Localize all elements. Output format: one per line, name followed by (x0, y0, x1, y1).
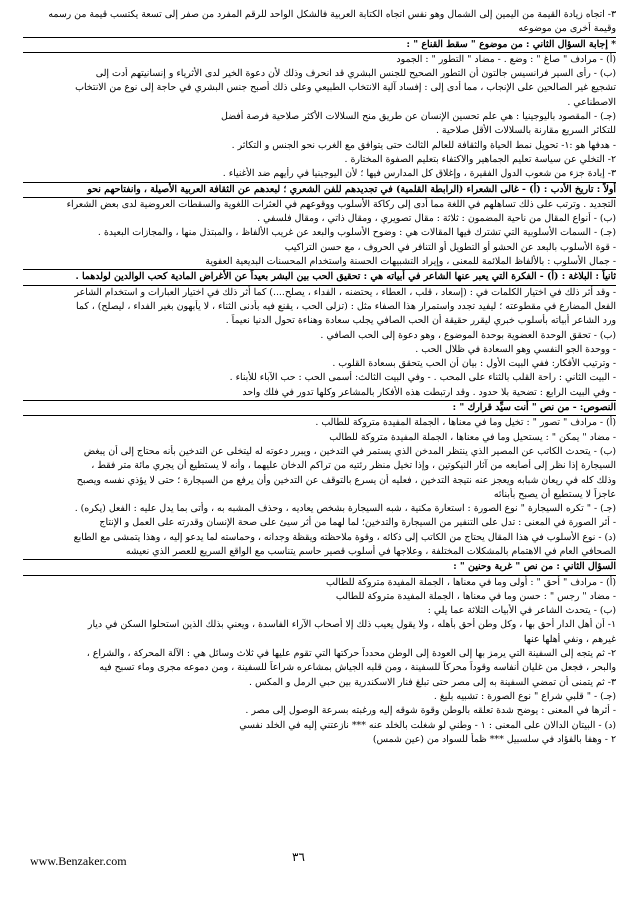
text-line: - أثرها في المعنى : يوضح شدة تعلقه بالوطن وقوة شوقه إليه ورغبته بسرعة الوصول إلى مصر . (245, 705, 616, 717)
text-line: - وترتيب الأفكار: ففي البيت الأول : بيان أن الحب يتحقق بسعادة القلوب . (332, 358, 616, 370)
text-line: للتكاثر السريع مقارنة بالسلالات الأقل صلاحية . (435, 125, 616, 137)
text-line: (أ) - مرادف " صاغ " : وضع . - مضاد " التطور " : الجمود (396, 53, 616, 65)
text-line: - ووحدة الجو النفسي وهو السعادة في ظلال الحب . (415, 343, 616, 355)
text-line: (جـ) - السمات الأسلوبية التي تشترك فيها المقالات هي : وضوح الأسلوب والبعد عن غريب الألفاظ ، والمبتذل منها ، والمجازات البعيدة . (97, 227, 616, 239)
text-line: (أ) - مرادف " تصور " : تخيل وما في معناها ، الجملة المفيدة متروكة للطالب . (315, 417, 616, 429)
text-line: ١- أن أهل الدار أحق بها ، وكل وطن أحق بأهله ، ولا يقول يعيب ذلك إلا أصحاب الآراء الفاسدة ، ويعني بذلك الذين استحلوا السكن في ديار (87, 619, 616, 631)
text-line: تشجيع غير الصالحين على الإنجاب ، مما أدى إلى : إفساد آلية الانتخاب الطبيعي وعلى ذلك أصبح جنس البشري في حاجة إلى نوع من الانتخاب (75, 82, 616, 94)
rhetoric-block (23, 269, 616, 400)
text-line: (ب) - يتحدث الشاعر في الأبيات الثلاثة عما يلي : (427, 605, 616, 617)
section-header: * إجابة السؤال الثاني : من موضوع " سقط القناع " : (23, 37, 616, 53)
text-line: - وقد أثر ذلك في اختيار الكلمات في : (إسعاد ، قلب ، العطاء ، يحتضنه ، الفداء ، يصلح....) كما أثر ذلك في اختيار العبارات و استخدام الشاعر (74, 286, 616, 298)
texts-block (23, 400, 616, 559)
text-line: (د) - نوع الأسلوب في هذا المقال يحتاج من الكاتب إلى ذكائه ، وقوة ملاحظته ويقظة وجدانه ، وحماسته لما يدعو إليه ، وهذا يتمشى مع الطابع (73, 531, 616, 543)
section-header: أولاً : تاريخ الأدب : (أ) - غالى الشعراء (الرابطة القلمية) في تجديدهم للفن الشعري ؛ لبعدهم عن الثقافة العربية الأصيلة ، وانفتاحهم نحو (23, 182, 616, 198)
text-line: - جمال الأسلوب : بالألفاظ الملائمة للمعنى ، وإيراد التشبيهات الحسنة واستخدام المحسنات البديعية العفوية (205, 256, 616, 268)
text-line: الصحافي العام في الاهتمام بالمشكلات المختلفة ، وعلاجها في أسلوب قصير حاسم يتناسب مع الواقع السريع للعصر الذي نعيشه (125, 545, 616, 557)
text-line: الفعل المضارع في مقطوعته ؛ ليفيد تجدد واستمرار هذا الصفاء مثل : (تزلى الحب ، يقنع فيه بأدنى الثناء ، لا يأبهون بغير الفداء ، ليصلح) ، كما (76, 300, 616, 312)
text-line: (ب) - يتحدث الكاتب عن المصير الذي ينتظر المدخن الذي يستمر في التدخين ، ويبرر دعوته له ليتخلى عن التدخين بأنه محتاج إلى أن يبغض (83, 445, 616, 457)
text-line: - أثر الصورة في المعنى : تدل على التنفير من السيجارة والتدخين؛ لما لهما من أثر سيئ على صحة الإنسان وقدرته على العمل و الإنتاج (99, 517, 616, 529)
text-line: - مضاد " رجس " : حسن وما في معناها ، الجملة المفيدة متروكة للطالب (335, 590, 616, 602)
text-line: (ب) - تحقق الوحدة العضوية بوحدة الموضوع ، وهو دعوة إلى الحب الصافي . (320, 329, 616, 341)
text-line: عاجزاً لا يستطيع أن يصبح بأبنائه (493, 488, 616, 500)
text-line: (د) - البيتان الدالان على المعنى : ١ - وطني لو شغلت بالخلد عنه *** نازعتني إليه في الخلد نفسي (239, 719, 616, 731)
page-number: ٣٦ (292, 850, 305, 864)
text-line: ٢ - وهفا بالفؤاد في سلسبيل *** ظمأ للسواد من (عين شمس) (372, 733, 616, 745)
section-header: النصوص: - من نص " أنت سيِّد قرارك " : (23, 400, 616, 416)
text-line: ٢- التخلي عن سياسة تعليم الجماهير والاكتفاء بتعليم الصفوة المختارة . (344, 153, 616, 165)
text-line: (ب) - أنواع المقال من ناحية المضمون : ثلاثة : مقال تصويري ، ومقال ذاتي ، ومقال فلسفي . (257, 213, 616, 225)
answer-q2-block (23, 37, 616, 182)
text-line: - مضاد " يمكن " : يستحيل وما في معناها ، الجملة المفيدة متروكة للطالب (329, 431, 616, 443)
footer-website: www.Benzaker.com (30, 854, 127, 868)
text-line: ٢- ثم يتجه إلى السفينة التي يرمز بها إلى العودة إلى الوطن محدداً حركتها التي تقوم عليها في ثلاث وسائل هي : الآلة المحركة ، والشراع ، (86, 648, 616, 660)
text-line: - هدفها هو :١- تحويل نمط الحياة والثقافة للعالم الثالث حتى يتوافق مع الغرب نحو الجنس و التكاثر . (231, 139, 616, 151)
text-line: والبحر ، فجعل من غليان أنفاسه وقوداً محركاً للسفينة ، ومن قلبه الجياش بمشاعره شراعاً للسفينة ، ومن دموعه مجرى وماء تسبح فيه (99, 662, 616, 674)
text-line: - البيت الثاني : راحة القلب بالثناء على المحب . - وفي البيت الثالث: أسمى الحب : حب الآباء للأبناء . (229, 372, 616, 384)
intro-line: وقيمة أخرى من موضوعه (518, 23, 616, 35)
text-line: ورد الشاعر أبياته بأسلوب خبري ليقرر حقيقة أن الحب الصافي يجلب سعادة وهناءة تحول الدنيا نعيماً . (225, 315, 616, 327)
literature-history-block (23, 182, 616, 270)
text-line: الاصطناعي . (567, 96, 616, 108)
intro-block (23, 8, 616, 37)
text-line: غيرهم ، ونفي أهلها عنها (523, 633, 616, 645)
text-line: وذلك كله في ريعان شبابه ويعجز عنه نتيجة التدخين ، فعليه أن يسرع بالتوقف عن التدخين وأن يرفع من السيجارة ؛ حتى لا يؤذي نفسه ويصبح (76, 474, 616, 486)
text-line: - وفي البيت الرابع : تضحية بلا حدود . وقد ارتبطت هذه الأفكار بالمشاعر وكلها تدور في فلك واحد (242, 386, 616, 398)
text-line: - قوة الأسلوب بالبعد عن الحشو أو التطويل أو التنافر في الحروف ، مع حسن التراكيب (284, 241, 616, 253)
intro-line: ٣- اتجاه زيادة القيمة من اليمين إلى الشمال وهو نفس اتجاه الكتابة العربية فالشكل الواحد للرقم المفرد من صفر إلى تسعة يكتسب قيمة من رسمه (48, 9, 616, 20)
text-line: ٣- إبادة جزء من شعوب الدول الفقيرة ، وإغلاق كل المدارس فيها ؛ لأن اليوجينيا في رأيهم ضد الأغنياء . (222, 168, 616, 180)
text-line: (جـ) - " قلبي شراع " نوع الصورة : تشبيه بليغ . (433, 690, 616, 702)
text-line: التجديد . وترتب على ذلك تساهلهم في اللغة مما أدى إلى ركاكة الأسلوب ووقوعهم في العثرات اللغوية والسقطات العروضية لدى بعض الشعراء (66, 198, 616, 210)
document-page (23, 8, 616, 747)
text-line: ٣- ثم يتمنى أن تمضي السفينة به إلى مصر حتى تبلغ فنار الاسكندرية بين حبي الرمل و المكس . (248, 676, 616, 688)
second-question-block (23, 559, 616, 747)
text-line: (أ) - مرادف " أحق " : أولى وما في معناها ، الجملة المفيدة متروكة للطالب (326, 576, 616, 588)
text-line: (جـ) - المقصود باليوجينيا : هي علم تحسين الإنسان عن طريق منح السلالات الأكثر صلاحية فرصة أفضل (221, 111, 616, 123)
text-line: (ب) - رأى السير فرانسيس جالتون أن التطور الصحيح للجنس البشري قد انحرف وذلك لأن دعوة الخير لدى الأثرياء و إنسانيتهم أدت إلى (95, 68, 616, 80)
section-header: ثانياً : البلاغة : (أ) - الفكرة التي يعبر عنها الشاعر في أبياته هي : تحقيق الحب بين البشر بعيداً عن الأغراض المادية كحب الوالدين لولدهما . (23, 269, 616, 285)
text-line: (جـ) - " تكره السيجارة " نوع الصورة : استعارة مكنية ، شبه السيجارة بشخص يعاديه ، وحذف المشبه به ، وأتى بما يدل عليه : الفعل (يكره) . (74, 503, 616, 515)
text-line: السيجارة إذا نظر إلى أصابعه من آثار النيكوتين ، وإذا تخيل منظر رئتيه من تراكم الدخان عليهما ، وأنه لا يستطيع أن يجري مائة متر فقط ، (91, 460, 616, 472)
section-header: السؤال الثاني : من نص " غربة وحنين " : (23, 559, 616, 575)
